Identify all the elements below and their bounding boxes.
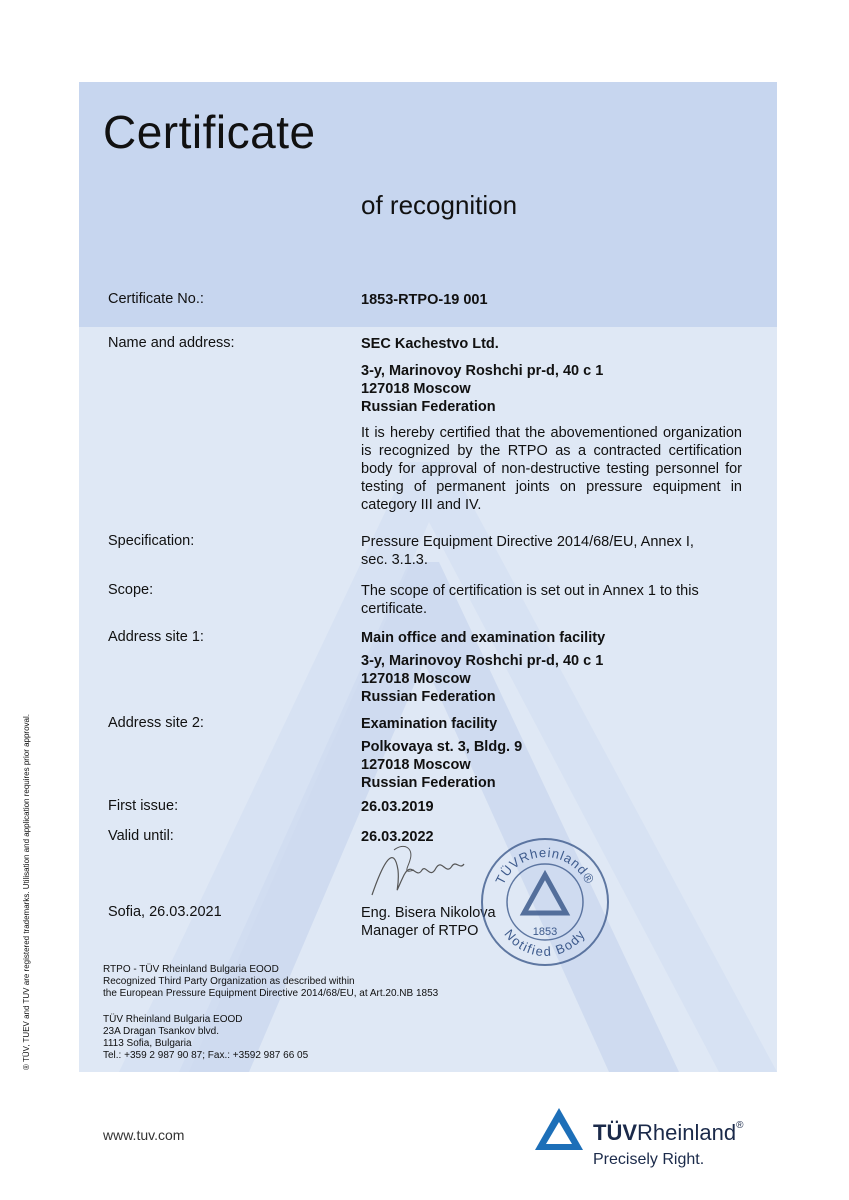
site2-line-3: 127018 Moscow [361, 757, 471, 773]
site2-line-2: Polkovaya st. 3, Bldg. 9 [361, 739, 523, 755]
scope-line-1: The scope of certification is set out in Annex 1 to this [361, 583, 699, 599]
rtpo-line-1: RTPO - TÜV Rheinland Bulgaria EOOD [103, 964, 279, 975]
site1-label: Address site 1: [108, 629, 204, 645]
tuv-triangle-logo-icon [533, 1106, 585, 1154]
valid-until-label: Valid until: [108, 828, 174, 844]
company-info-line-1: TÜV Rheinland Bulgaria EOOD [103, 1014, 243, 1025]
stamp-number: 1853 [532, 926, 558, 938]
company-city: 127018 Moscow [361, 381, 471, 397]
valid-until-value: 26.03.2022 [361, 829, 434, 845]
notified-body-stamp [478, 835, 613, 970]
specification-line-2: sec. 3.1.3. [361, 552, 428, 568]
signer-role: Manager of RTPO [361, 923, 479, 939]
specification-label: Specification: [108, 533, 195, 549]
brand-reg-mark: ® [736, 1120, 744, 1131]
brand-name [593, 1120, 743, 1146]
name-address-label: Name and address: [108, 335, 235, 351]
site2-label: Address site 2: [108, 715, 204, 731]
certificate-no-label: Certificate No.: [108, 291, 204, 307]
first-issue-value: 26.03.2019 [361, 799, 434, 815]
site1-line-4: Russian Federation [361, 689, 496, 705]
rtpo-info [103, 964, 438, 1000]
site2-line-1: Examination facility [361, 716, 498, 732]
stamp-top-text: TÜVRheinland® [492, 844, 598, 887]
company-country: Russian Federation [361, 399, 496, 415]
site1-line-2: 3-y, Marinovoy Roshchi pr-d, 40 c 1 [361, 653, 604, 669]
first-issue-label: First issue: [108, 798, 179, 814]
company-info-line-4: Tel.: +359 2 987 90 87; Fax.: +3592 987 66 05 [103, 1050, 309, 1061]
page-subtitle: of recognition [361, 190, 518, 220]
company-street: 3-y, Marinovoy Roshchi pr-d, 40 c 1 [361, 363, 604, 379]
rtpo-line-3: the European Pressure Equipment Directive 2014/68/EU, at Art.20.NB 1853 [103, 988, 439, 999]
signer-name: Eng. Bisera Nikolova [361, 905, 496, 921]
company-info-line-3: 1113 Sofia, Bulgaria [103, 1038, 192, 1049]
company-info-line-2: 23A Dragan Tsankov blvd. [103, 1026, 220, 1037]
brand-name-bold: TÜV [593, 1120, 637, 1145]
trademark-note: ® TÜV, TUEV and TUV are registered trademarks. Utilisation and application requires prior approval. [22, 714, 31, 1070]
certification-statement: It is hereby certified that the abovementioned organization is recognized by the RTPO as a contracted certification body for approval of non-destructive testing personnel for testing of permanent joints on pressure equipment in category III and IV. [361, 425, 742, 513]
brand-slogan: Precisely Right. [593, 1151, 705, 1168]
stamp-bottom-text: Notified Body [501, 926, 589, 960]
site1-line-3: 127018 Moscow [361, 671, 471, 687]
rtpo-line-2: Recognized Third Party Organization as described within [103, 976, 355, 987]
signature-scribble [364, 840, 474, 910]
page-title: Certificate [103, 106, 316, 158]
brand-name-rest: Rheinland [637, 1120, 737, 1145]
site1-line-1: Main office and examination facility [361, 630, 606, 646]
company-info [103, 1014, 308, 1062]
company-name: SEC Kachestvo Ltd. [361, 336, 499, 352]
scope-label: Scope: [108, 582, 154, 598]
site2-line-4: Russian Federation [361, 775, 496, 791]
specification-line-1: Pressure Equipment Directive 2014/68/EU, Annex I, [361, 534, 694, 550]
certificate-no-value: 1853-RTPO-19 001 [361, 292, 488, 308]
place-date: Sofia, 26.03.2021 [108, 904, 222, 920]
website-link[interactable]: www.tuv.com [103, 1127, 185, 1143]
scope-line-2: certificate. [361, 601, 428, 617]
